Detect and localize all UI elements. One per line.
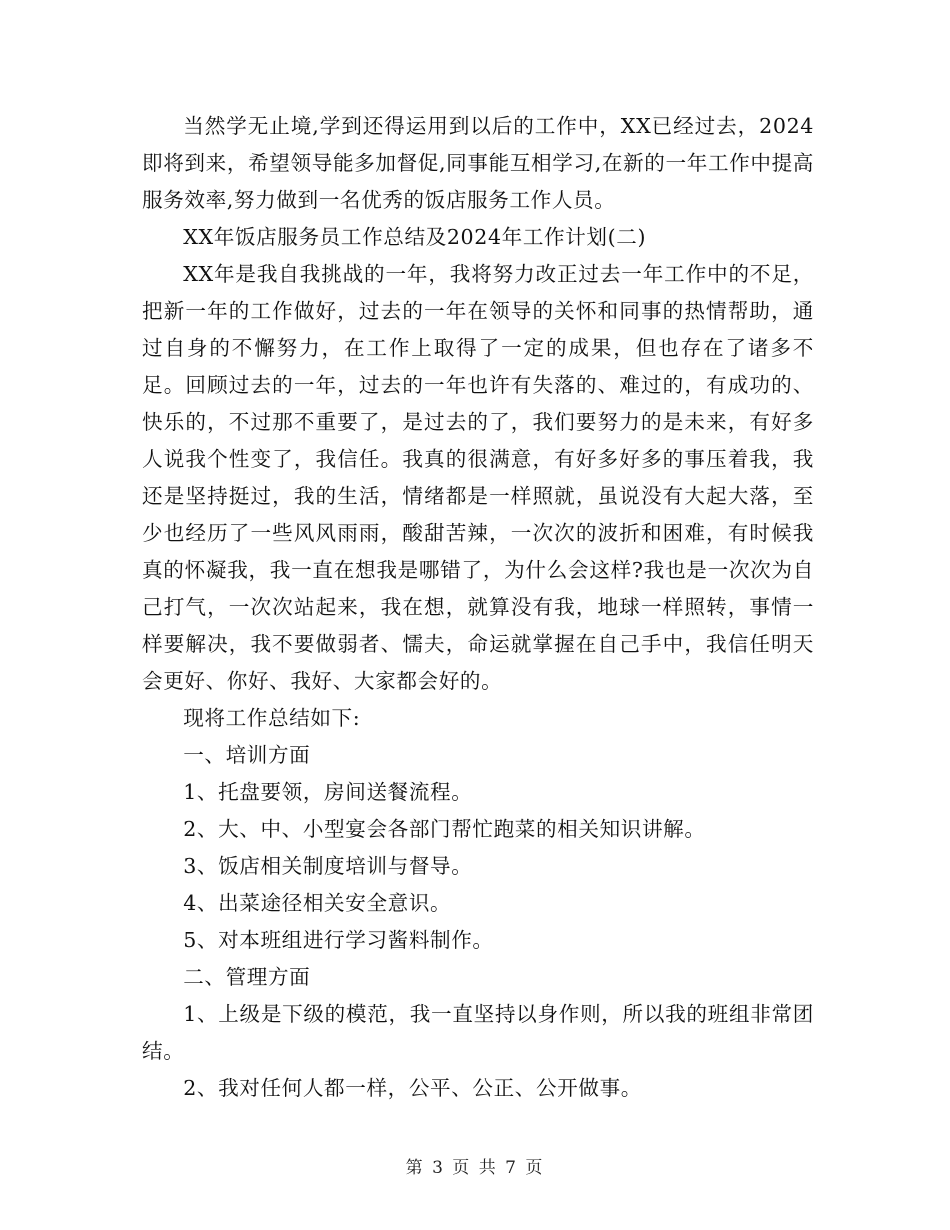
page-footer	[0, 1153, 950, 1178]
heading-management: 二、管理方面	[183, 965, 311, 989]
paragraph-summary-intro: 现将工作总结如下:	[183, 706, 361, 730]
document-body	[142, 108, 814, 1107]
section-heading: XX年饭店服务员工作总结及2024年工作计划(二)	[183, 225, 647, 249]
list-item-training-5: 5、对本班组进行学习酱料制作。	[183, 928, 494, 952]
list-item-training-4: 4、出菜途径相关安全意识。	[183, 891, 452, 915]
list-item-training-2: 2、大、中、小型宴会各部门帮忙跑菜的相关知识讲解。	[183, 817, 706, 841]
list-item-training-1: 1、托盘要领，房间送餐流程。	[183, 780, 473, 804]
list-item-management-1: 1、上级是下级的模范，我一直坚持以身作则，所以我的班组非常团结。	[142, 1002, 814, 1063]
list-item-management-2: 2、我对任何人都一样，公平、公正、公开做事。	[183, 1076, 642, 1100]
list-item-training-3: 3、饭店相关制度培训与督导。	[183, 854, 473, 878]
paragraph-conclusion: 当然学无止境,学到还得运用到以后的工作中，XX已经过去，2024即将到来，希望领导能多加督促,同事能互相学习,在新的一年工作中提高服务效率,努力做到一名优秀的饭店服务工作人员。	[142, 114, 814, 212]
page-number-label: 第 3 页 共 7 页	[405, 1158, 545, 1178]
heading-training: 一、培训方面	[183, 743, 311, 767]
paragraph-review: XX年是我自我挑战的一年，我将努力改正过去一年工作中的不足，把新一年的工作做好，过去的一年在领导的关怀和同事的热情帮助，通过自身的不懈努力，在工作上取得了一定的成果，但也存在了诸多不足。回顾过去的一年，过去的一年也许有失落的、难过的，有成功的、快乐的，不过那不重要了，是过去的了，我们要努力的是未来，有好多人说我个性变了，我信任。我真的很满意，有好多好多的事压着我，我还是坚持挺过，我的生活，情绪都是一样照就，虽说没有大起大落，至少也经历了一些风风雨雨，酸甜苦辣，一次次的波折和困难，有时候我真的怀凝我，我一直在想我是哪错了，为什么会这样?我也是一次次为自己打气，一次次站起来，我在想，就算没有我，地球一样照转，事情一样要解决，我不要做弱者、懦夫，命运就掌握在自己手中，我信任明天会更好、你好、我好、大家都会好的。	[142, 262, 814, 693]
